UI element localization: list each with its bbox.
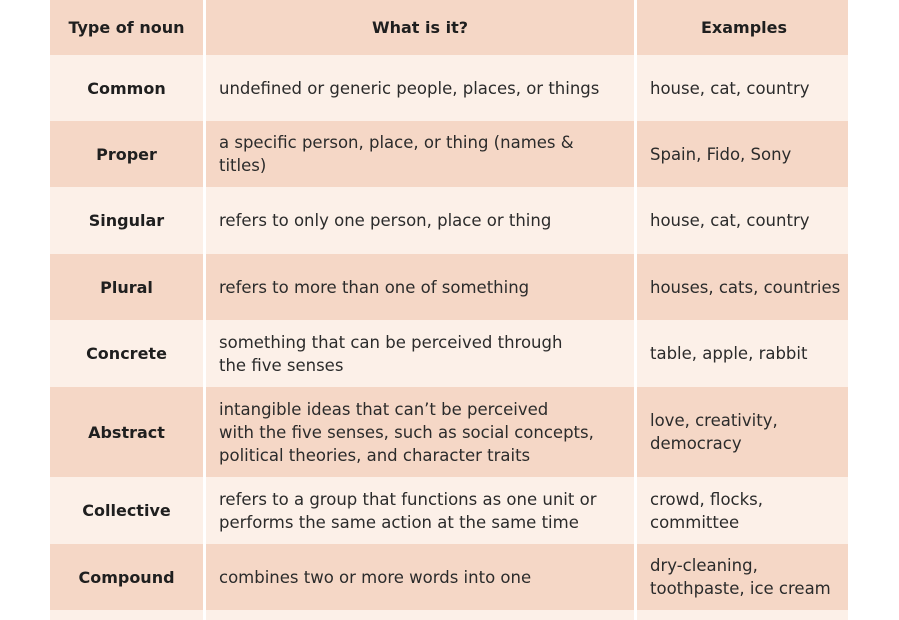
row-description-cell: intangible ideas that can’t be perceived with the five senses, such as social concepts, political theories, and character traits	[206, 387, 634, 477]
row-examples-cell: dry-cleaning, toothpaste, ice cream	[637, 544, 848, 610]
header-type-of-noun: Type of noun	[50, 0, 203, 55]
noun-types-table-container	[50, 0, 848, 620]
row-type-cell: Singular	[50, 187, 203, 254]
row-description-cell: refers to more than one of something	[206, 254, 634, 320]
row-examples-cell: love, creativity, democracy	[637, 387, 848, 477]
row-description-cell: undefined or generic people, places, or things	[206, 55, 634, 121]
row-type-cell: Compound	[50, 544, 203, 610]
next-row-partial	[50, 610, 203, 620]
row-type-cell: Common	[50, 55, 203, 121]
next-row-partial	[206, 610, 634, 620]
row-examples-cell: house, cat, country	[637, 55, 848, 121]
row-examples-cell: house, cat, country	[637, 187, 848, 254]
row-type-cell: Abstract	[50, 387, 203, 477]
header-what-is-it: What is it?	[206, 0, 634, 55]
row-examples-cell: crowd, flocks, committee	[637, 477, 848, 544]
next-row-partial	[637, 610, 848, 620]
row-description-cell: refers to only one person, place or thing	[206, 187, 634, 254]
row-examples-cell: Spain, Fido, Sony	[637, 121, 848, 187]
row-description-cell: refers to a group that functions as one unit or performs the same action at the same time	[206, 477, 634, 544]
row-description-cell: combines two or more words into one	[206, 544, 634, 610]
row-description-cell: something that can be perceived through the five senses	[206, 320, 634, 387]
row-description-cell: a specific person, place, or thing (names & titles)	[206, 121, 634, 187]
row-type-cell: Concrete	[50, 320, 203, 387]
row-type-cell: Proper	[50, 121, 203, 187]
row-examples-cell: table, apple, rabbit	[637, 320, 848, 387]
row-examples-cell: houses, cats, countries	[637, 254, 848, 320]
row-type-cell: Plural	[50, 254, 203, 320]
row-type-cell: Collective	[50, 477, 203, 544]
noun-types-table	[50, 0, 848, 620]
header-examples: Examples	[637, 0, 848, 55]
